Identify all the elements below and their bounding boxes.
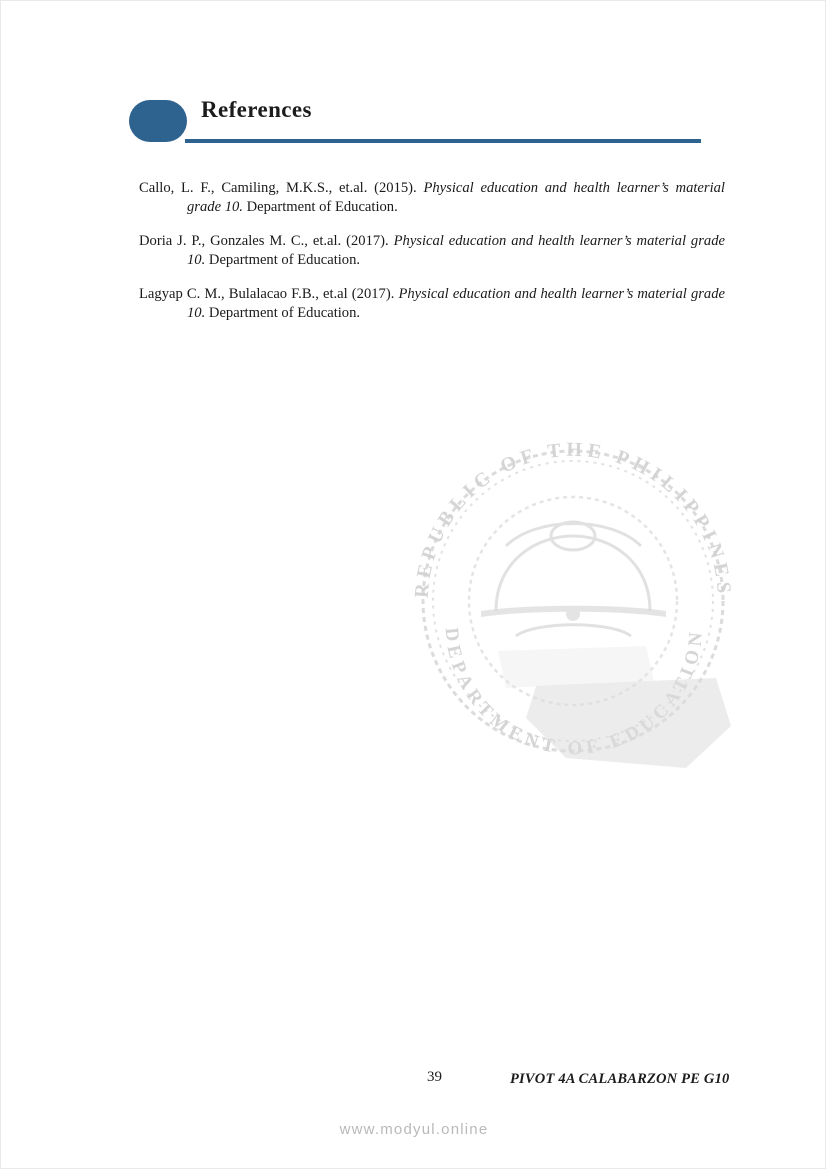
deped-seal-watermark-icon	[386, 396, 751, 781]
reference-publisher: Department of Education.	[205, 251, 361, 268]
reference-authors-year: Callo, L. F., Camiling, M.K.S., et.al. (2015).	[139, 179, 424, 196]
reference-authors-year: Doria J. P., Gonzales M. C., et.al. (2017).	[139, 232, 394, 249]
reference-title: Physical education and health learner’s material grade 10.	[187, 232, 725, 268]
reference-title: Physical education and health learner’s material grade 10.	[187, 179, 725, 215]
site-watermark: www.modyul.online	[339, 1121, 489, 1138]
reference-authors-year: Lagyap C. M., Bulalacao F.B., et.al (2017).	[139, 285, 399, 302]
page-title: References	[201, 97, 312, 122]
header-divider	[185, 139, 701, 143]
reference-publisher: Department of Education.	[242, 198, 398, 215]
reference-entry	[139, 232, 725, 271]
reference-entry	[139, 179, 725, 218]
reference-entry	[139, 285, 725, 324]
reference-title: Physical education and health learner’s material grade 10.	[187, 285, 725, 322]
header-accent-dot	[129, 100, 187, 142]
footer-document-title: PIVOT 4A CALABARZON PE G10	[510, 1071, 730, 1087]
section-header	[129, 97, 701, 153]
svg-text:DEPARTMENT OF EDUCATION: DEPARTMENT OF EDUCATION	[440, 626, 708, 760]
svg-text:REPUBLIC OF THE PHILIPPINES: REPUBLIC OF THE PHILIPPINES	[410, 438, 736, 599]
page-number: 39	[427, 1069, 442, 1085]
references-list	[139, 164, 725, 334]
reference-publisher: Department of Education.	[205, 305, 361, 322]
